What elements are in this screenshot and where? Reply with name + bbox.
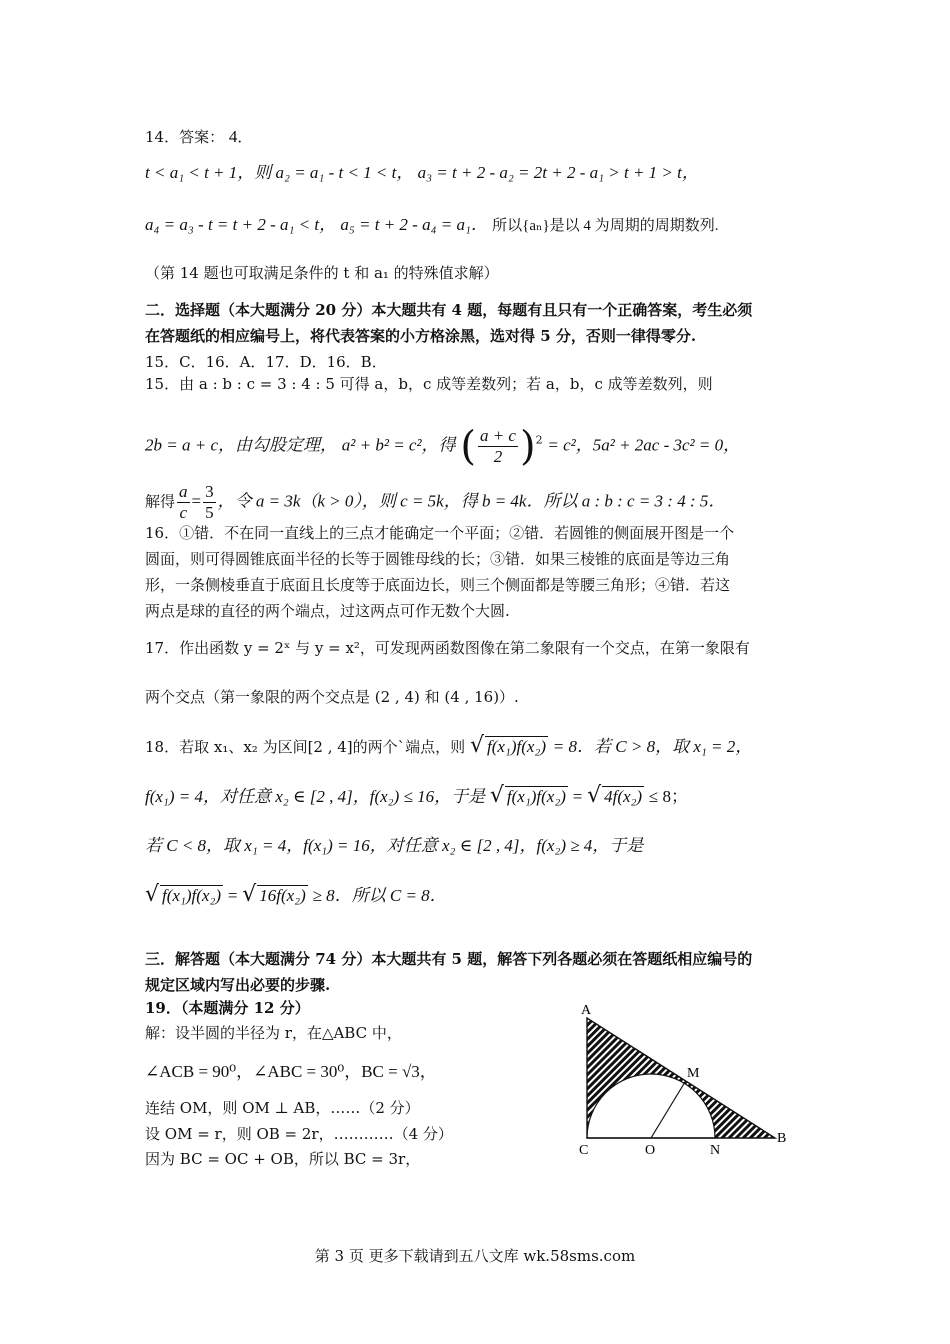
triangle-semicircle-figure bbox=[575, 1000, 805, 1160]
q14-answer-label: 14．答案： bbox=[145, 128, 225, 146]
label-a: A bbox=[581, 1003, 592, 1018]
q15-line3: 解得 $\frac{a}{c}$ = $\frac{3}{5}$ ，令 a = 3k（k > 0），则 c = 5k，得 b = 4k．所以 a : b : c = 3 : 4 : 5． bbox=[145, 482, 726, 522]
q15-fraction: $\frac{a + c}{2}$ bbox=[479, 426, 516, 466]
section2-answers: 15．C．16．A．17．D．16．B． bbox=[145, 353, 387, 371]
q19-line1: 解：设半圆的半径为 r，在△ABC 中， bbox=[145, 1024, 402, 1042]
q14-line1: t < a₁ < t + 1，则 a₂ = a₁ - t < 1 < t， a₃ = t + 2 - a₂ = 2t + 2 - a₁ > t + 1 > t， bbox=[145, 163, 699, 182]
q15-line1: 15．由 a : b : c = 3 : 4 : 5 可得 a，b，c 成等差数列；若 a，b，c 成等差数列，则 bbox=[145, 375, 713, 393]
label-o: O bbox=[645, 1143, 656, 1158]
q18-line4: √ f(x₁)f(x₂) = √ 16f(x₂) ≥ 8．所以 C = 8． bbox=[145, 882, 447, 907]
label-b: B bbox=[777, 1131, 787, 1146]
q17-line2: 两个交点（第一象限的两个交点是 (2 , 4) 和 (4 , 16)）. bbox=[145, 688, 519, 706]
section3-heading-line2: 规定区域内写出必要的步骤. bbox=[145, 976, 331, 994]
label-c: C bbox=[579, 1143, 589, 1158]
q14-line2: a₄ = a₃ - t = t + 2 - a₁ < t， a₅ = t + 2 - a₄ = a₁． 所以{aₙ}是以 4 为周期的周期数列. bbox=[145, 215, 719, 234]
q16-line2: 圆面，则可得圆锥底面半径的长等于圆锥母线的长；③错．如果三棱锥的底面是等边三角 bbox=[145, 550, 731, 568]
q18-line3: 若 C < 8，取 x₁ = 4，f(x₁) = 16，对任意 x₂ ∈ [2 , 4]，f(x₂) ≥ 4，于是 bbox=[145, 836, 644, 855]
q19-line5: 因为 BC = OC + OB，所以 BC = 3r， bbox=[145, 1150, 421, 1168]
q16-line4: 两点是球的直径的两个端点，过这两点可作无数个大圆. bbox=[145, 602, 510, 620]
section2-heading-line1: 二．选择题（本大题满分 20 分）本大题共有 4 题，每题有且只有一个正确答案，考生必须 bbox=[145, 301, 753, 319]
q18-line2: f(x₁) = 4，对任意 x₂ ∈ [2 , 4]，f(x₂) ≤ 16，于是 √ f(x₁)f(x₂) = √ 4f(x₂) ≤ 8； bbox=[145, 783, 688, 808]
section3-heading-line1: 三．解答题（本大题满分 74 分）本大题共有 5 题，解答下列各题必须在答题纸相应编号的 bbox=[145, 950, 753, 968]
q17-line1: 17．作出函数 y = 2ˣ 与 y = x²，可发现两函数图像在第二象限有一个交点，在第一象限有 bbox=[145, 639, 750, 657]
page-footer: 第 3 页 更多下载请到五八文库 wk.58sms.com bbox=[314, 1247, 636, 1265]
q19-title: 19．（本题满分 12 分） bbox=[145, 999, 310, 1017]
q15-line2: 2b = a + c，由勾股定理， a² + b² = c²，得 ( $\frac{a + c}{2}$ )$^2$ = c²，5a² + 2ac - 3c² = 0， bbox=[145, 423, 741, 470]
label-m: M bbox=[687, 1066, 700, 1081]
q19-line3: 连结 OM，则 OM ⊥ AB，……（2 分） bbox=[145, 1099, 420, 1117]
q14-answer-line: 14．答案： 4． bbox=[145, 127, 253, 146]
label-n: N bbox=[710, 1143, 721, 1158]
q16-line1: 16．①错．不在同一直线上的三点才能确定一个平面；②错．若圆锥的侧面展开图是一个 bbox=[145, 524, 735, 542]
q14-answer-value: 4 bbox=[228, 127, 238, 146]
q19-line2: ∠ACB = 90⁰，∠ABC = 30⁰，BC = √3， bbox=[145, 1062, 437, 1081]
q14-note: （第 14 题也可取满足条件的 t 和 a₁ 的特殊值求解） bbox=[145, 264, 499, 282]
q18-line1: 18．若取 x₁、x₂ 为区间[2 , 4]的两个`端点，则 √ f(x₁)f(x₂) = 8．若 C > 8，取 x₁ = 2， bbox=[145, 733, 753, 758]
q16-line3: 形，一条侧棱垂直于底面且长度等于底面边长，则三个侧面都是等腰三角形；④错．若这 bbox=[145, 576, 731, 594]
q19-line4: 设 OM = r，则 OB = 2r，…………（4 分） bbox=[145, 1125, 453, 1143]
section2-heading-line2: 在答题纸的相应编号上，将代表答案的小方格涂黑，选对得 5 分，否则一律得零分. bbox=[145, 327, 697, 345]
